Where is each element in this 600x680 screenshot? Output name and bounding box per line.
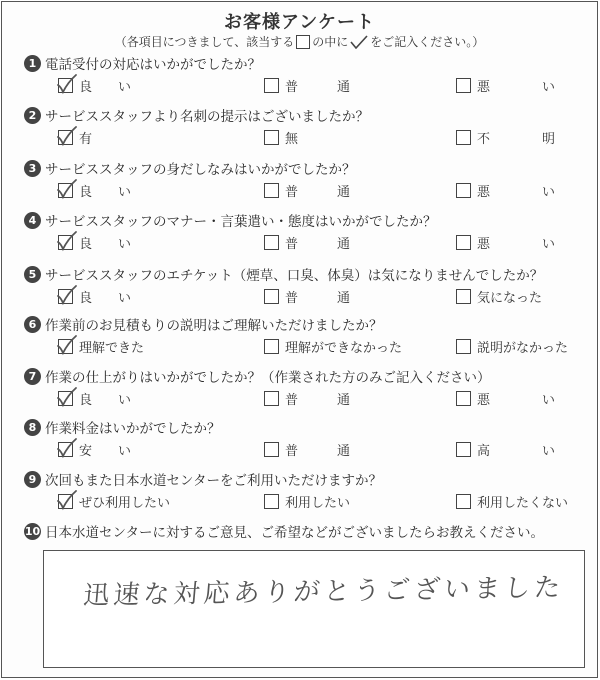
option-label: ぜひ利用したい (79, 495, 171, 511)
checkbox[interactable] (456, 235, 471, 250)
question-4-option-2[interactable] (264, 233, 350, 251)
handwritten-comment: 迅速な対応ありがとうございました (82, 572, 566, 612)
empty-checkbox-icon (296, 35, 310, 49)
option-label: 不 明 (477, 131, 556, 147)
option-label: 普 通 (285, 79, 351, 95)
question-8 (2, 418, 599, 470)
checkmark-icon (56, 284, 78, 306)
question-2-option-3[interactable] (456, 128, 555, 146)
question-1-option-3[interactable] (456, 76, 555, 94)
question-number-badge: 3 (24, 160, 41, 177)
question-5-row (24, 265, 543, 283)
checkbox[interactable] (264, 339, 279, 354)
checkbox[interactable] (264, 391, 279, 406)
question-number-badge: 10 (24, 524, 41, 538)
question-7 (2, 367, 599, 419)
question-6-option-2[interactable] (264, 337, 402, 355)
question-number-badge: 5 (24, 266, 41, 283)
survey-sheet (1, 1, 598, 678)
question-number-badge: 6 (24, 316, 41, 333)
checked-checkbox[interactable] (58, 289, 73, 304)
checkmark-icon (56, 230, 78, 252)
question-4-option-3[interactable] (456, 233, 555, 251)
question-6-option-1[interactable] (58, 337, 144, 355)
option-label: 普 通 (285, 236, 351, 252)
checkmark-icon (56, 73, 78, 95)
question-4-option-1[interactable] (58, 233, 131, 251)
checkbox[interactable] (456, 442, 471, 457)
checked-checkbox[interactable] (58, 339, 73, 354)
option-label: 利用したい (285, 495, 351, 511)
question-5-option-3[interactable] (456, 287, 542, 305)
question-number-badge: 1 (24, 55, 41, 72)
checkmark-icon (350, 35, 368, 49)
checkbox[interactable] (456, 339, 471, 354)
instructions-part-3: をご記入ください。） (370, 35, 485, 49)
question-5 (2, 265, 599, 317)
option-label: 悪 い (477, 236, 556, 252)
checkbox[interactable] (264, 442, 279, 457)
question-8-row (24, 418, 221, 436)
question-7-row (24, 367, 491, 385)
question-3-text: サービススタッフの身だしなみはいかがでしたか？ (45, 162, 356, 178)
question-number-badge: 4 (24, 212, 41, 229)
checked-checkbox[interactable] (58, 391, 73, 406)
checkbox[interactable] (264, 235, 279, 250)
option-label: 良 い (79, 392, 132, 408)
checkbox[interactable] (264, 78, 279, 93)
option-label: 良 い (79, 290, 132, 306)
question-3 (2, 159, 599, 211)
question-6-row (24, 315, 383, 333)
checked-checkbox[interactable] (58, 130, 73, 145)
question-2-row (24, 106, 369, 124)
instructions-part-2: の中に (312, 35, 349, 49)
option-label: 気になった (477, 290, 543, 306)
question-1-text: 電話受付の対応はいかがでしたか？ (45, 57, 261, 73)
question-1-option-2[interactable] (264, 76, 350, 94)
question-4-row (24, 211, 437, 229)
question-7-option-2[interactable] (264, 389, 350, 407)
question-number-badge: 9 (24, 471, 41, 488)
checked-checkbox[interactable] (58, 235, 73, 250)
question-3-option-3[interactable] (456, 181, 555, 199)
checked-checkbox[interactable] (58, 494, 73, 509)
option-label: 高 い (477, 443, 556, 459)
question-9-row (24, 470, 382, 488)
question-1-option-1[interactable] (58, 76, 131, 94)
question-2-option-2[interactable] (264, 128, 298, 146)
option-label: 安 い (79, 443, 132, 459)
page-title: お客様アンケート (224, 12, 375, 33)
question-3-option-1[interactable] (58, 181, 131, 199)
question-5-option-2[interactable] (264, 287, 350, 305)
question-number-badge: 8 (24, 419, 41, 436)
question-5-option-1[interactable] (58, 287, 131, 305)
checkmark-icon (56, 125, 78, 147)
checkbox[interactable] (264, 183, 279, 198)
option-label: 悪 い (477, 184, 556, 200)
checkmark-icon (56, 437, 78, 459)
question-6-text: 作業前のお見積もりの説明はご理解いただけましたか？ (45, 318, 383, 334)
option-label: 悪 い (477, 392, 556, 408)
question-2-option-1[interactable] (58, 128, 92, 146)
checkbox[interactable] (264, 494, 279, 509)
checked-checkbox[interactable] (58, 442, 73, 457)
checkmark-icon (56, 178, 78, 200)
question-2 (2, 106, 599, 158)
checkbox[interactable] (456, 391, 471, 406)
question-1-row (24, 54, 261, 72)
question-3-row (24, 159, 356, 177)
checkbox[interactable] (456, 183, 471, 198)
comment-box[interactable] (43, 550, 585, 668)
question-8-option-3[interactable] (456, 440, 555, 458)
question-7-option-1[interactable] (58, 389, 131, 407)
question-9-option-2[interactable] (264, 492, 350, 510)
question-4 (2, 211, 599, 263)
checkmark-icon (56, 489, 78, 511)
question-9 (2, 470, 599, 522)
checkbox[interactable] (456, 130, 471, 145)
question-7-option-3[interactable] (456, 389, 555, 407)
question-number-badge: 7 (24, 368, 41, 385)
question-4-text: サービススタッフのマナー・言葉遣い・態度はいかがでしたか？ (45, 214, 437, 230)
option-label: 理解できた (79, 340, 145, 356)
question-9-option-1[interactable] (58, 492, 170, 510)
option-label: 利用したくない (477, 495, 569, 511)
option-label: 悪 い (477, 79, 556, 95)
checkmark-icon (56, 334, 78, 356)
checkbox[interactable] (264, 289, 279, 304)
checkbox[interactable] (456, 289, 471, 304)
checkmark-icon (56, 386, 78, 408)
option-label: 有 (79, 131, 93, 147)
instructions (2, 33, 597, 50)
question-10-row (24, 522, 544, 540)
question-10-text: 日本水道センターに対するご意見、ご希望などがございましたらお教えください。 (45, 525, 544, 541)
question-9-text: 次回もまた日本水道センターをご利用いただけますか？ (45, 473, 382, 489)
option-label: 普 通 (285, 290, 351, 306)
option-label: 良 い (79, 79, 132, 95)
question-8-option-2[interactable] (264, 440, 350, 458)
question-7-text: 作業の仕上がりはいかがでしたか？（作業された方のみご記入ください） (45, 370, 491, 386)
option-label: 理解ができなかった (285, 340, 403, 356)
question-8-text: 作業料金はいかがでしたか？ (45, 421, 221, 437)
instructions-part-1: （各項目につきまして、該当する (114, 35, 295, 49)
question-6 (2, 315, 599, 367)
checked-checkbox[interactable] (58, 78, 73, 93)
option-label: 普 通 (285, 392, 351, 408)
question-3-option-2[interactable] (264, 181, 350, 199)
question-5-text: サービススタッフのエチケット（煙草、口臭、体臭）は気になりませんでしたか？ (45, 268, 544, 284)
option-label: 良 い (79, 236, 132, 252)
option-label: 良 い (79, 184, 132, 200)
question-2-text: サービススタッフより名刺の提示はございましたか？ (45, 109, 369, 125)
checkbox[interactable] (264, 130, 279, 145)
option-label: 普 通 (285, 184, 351, 200)
question-number-badge: 2 (24, 107, 41, 124)
question-8-option-1[interactable] (58, 440, 131, 458)
option-label: 普 通 (285, 443, 351, 459)
option-label: 説明がなかった (477, 340, 569, 356)
option-label: 無 (285, 131, 299, 147)
checkbox[interactable] (456, 78, 471, 93)
question-6-option-3[interactable] (456, 337, 568, 355)
checked-checkbox[interactable] (58, 183, 73, 198)
checkbox[interactable] (456, 494, 471, 509)
question-9-option-3[interactable] (456, 492, 568, 510)
question-1 (2, 54, 599, 106)
